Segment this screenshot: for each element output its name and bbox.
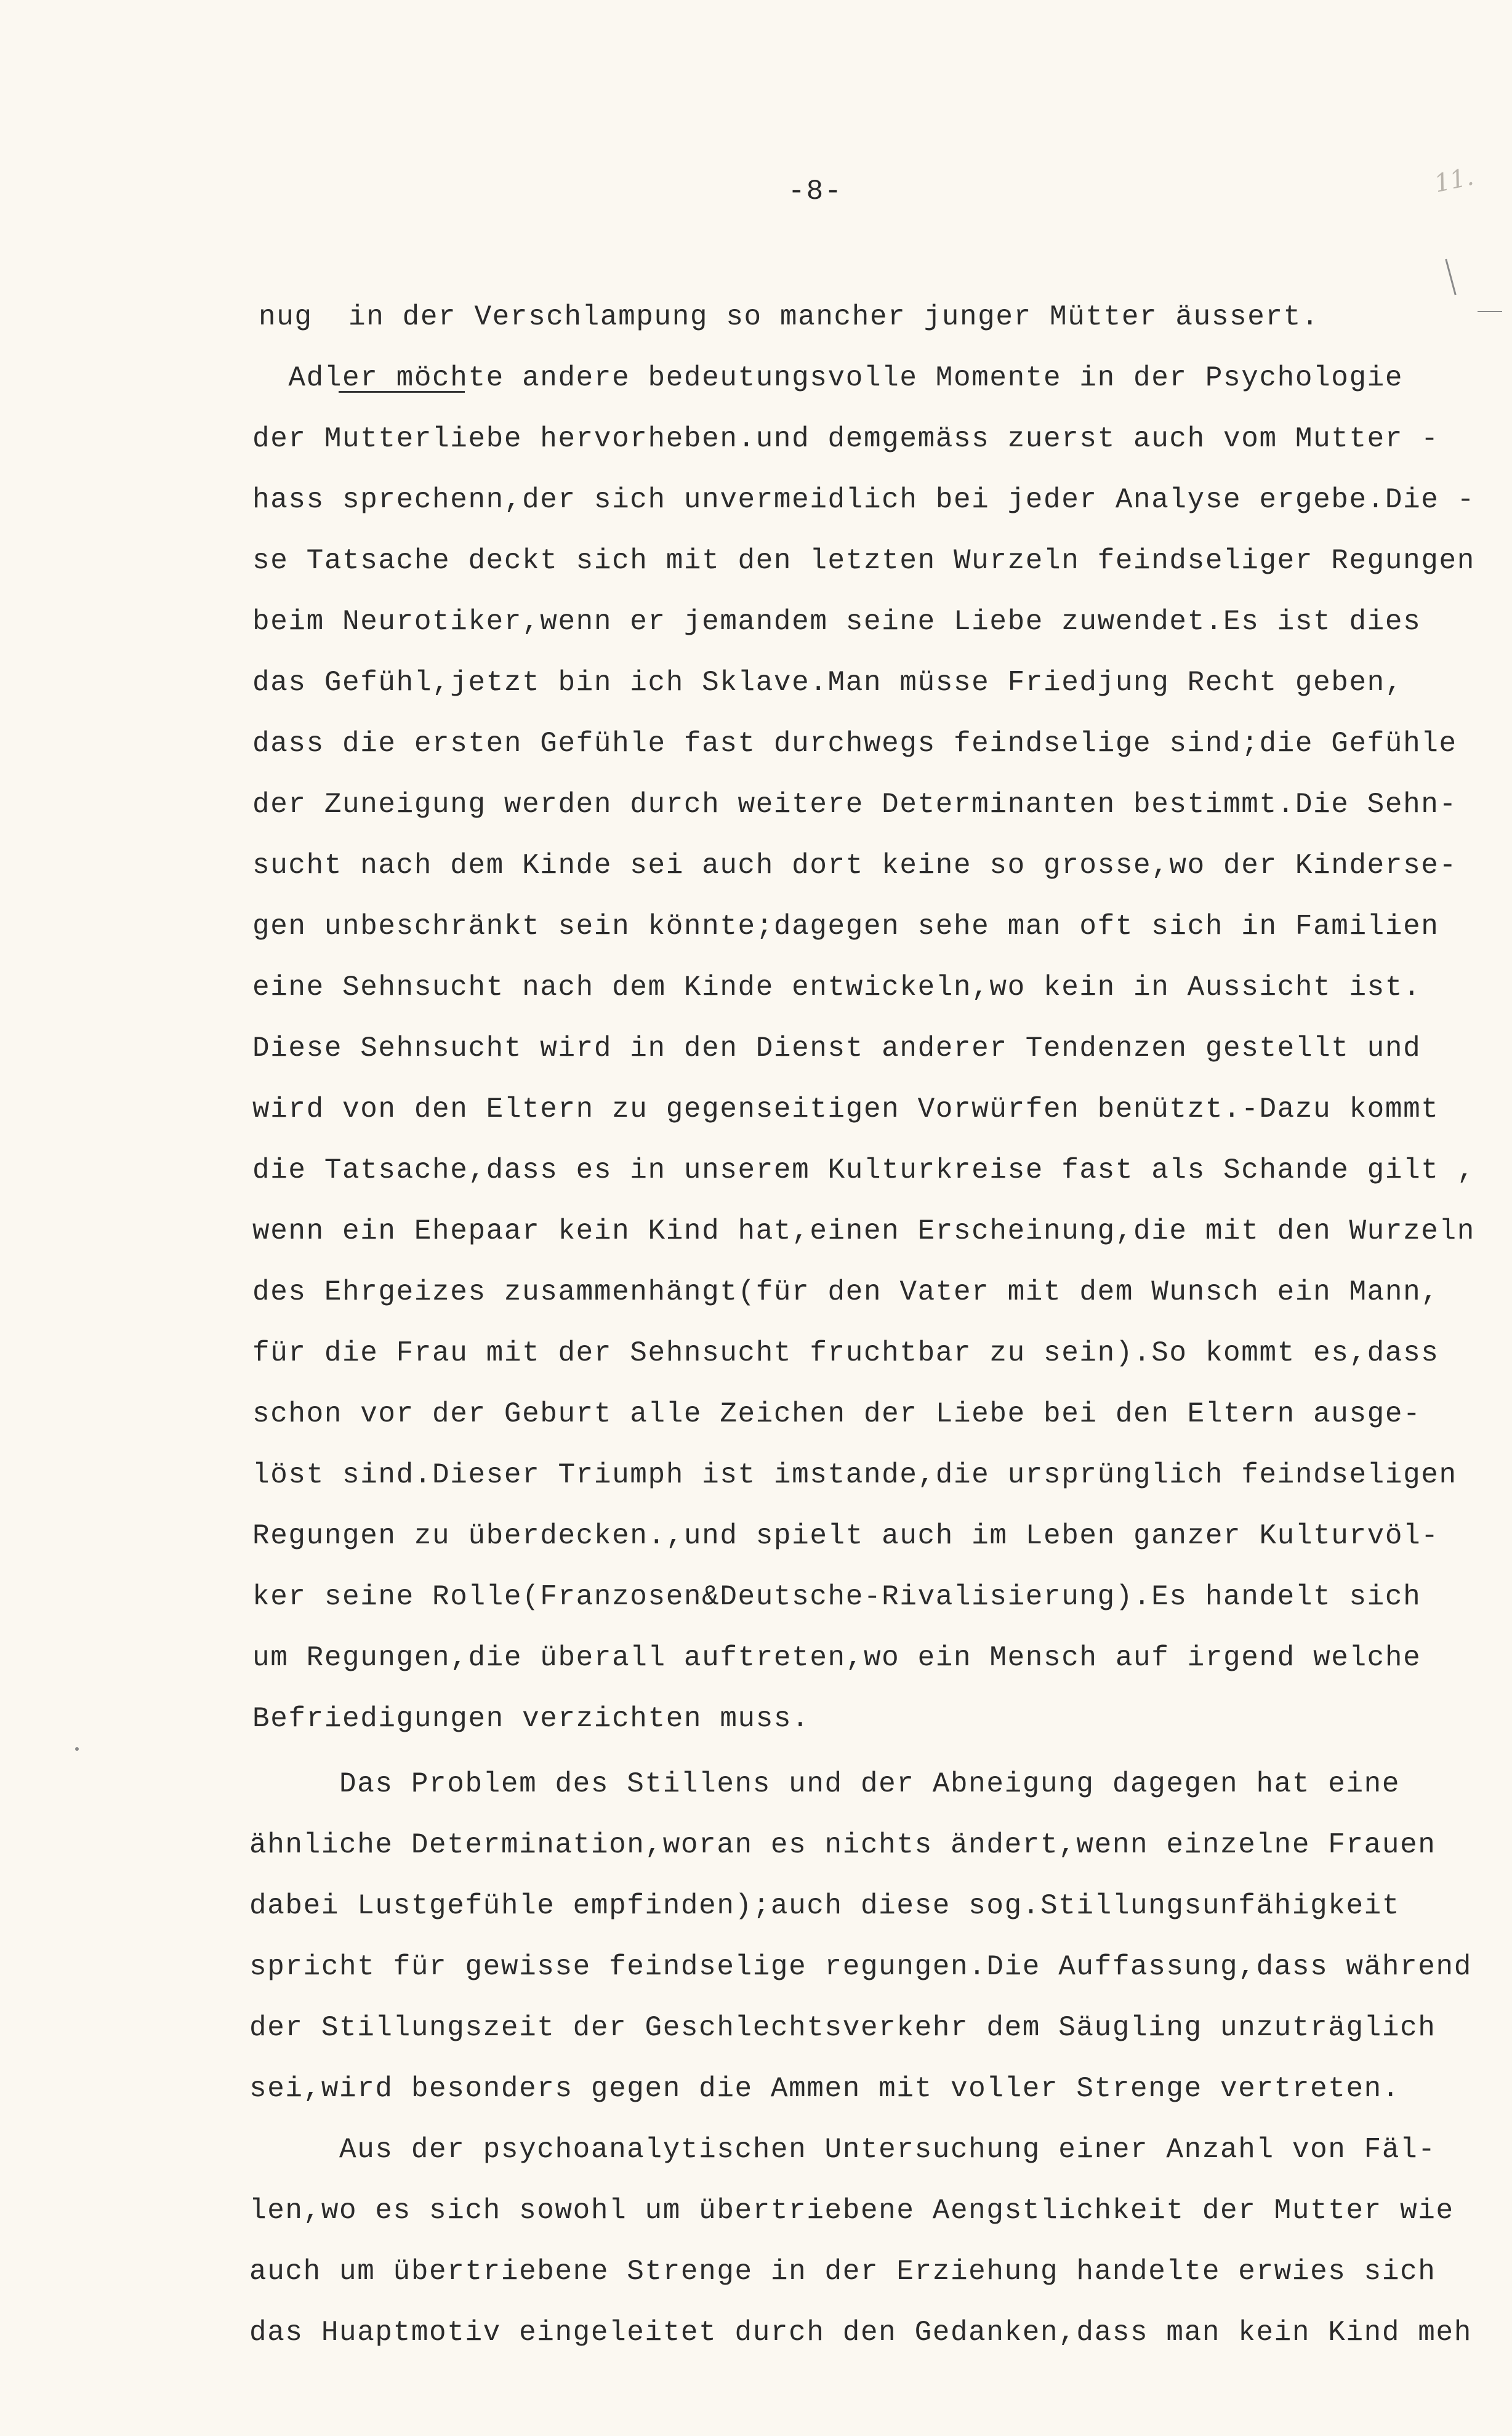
text-line: um Regungen,die überall auftreten,wo ein Mensch auf irgend welche	[252, 1642, 1422, 1674]
text-line: ker seine Rolle(Franzosen&Deutsche-Rivalisierung).Es handelt sich	[252, 1581, 1422, 1613]
text-line: das Gefühl,jetzt bin ich Sklave.Man müsse Friedjung Recht geben,	[252, 667, 1404, 699]
margin-mark	[75, 1747, 79, 1751]
text-line: beim Neurotiker,wenn er jemandem seine Liebe zuwendet.Es ist dies	[252, 606, 1422, 638]
text-line: für die Frau mit der Sehnsucht fruchtbar zu sein).So kommt es,dass	[252, 1337, 1439, 1369]
text-line: das Huaptmotiv eingeleitet durch den Gedanken,dass man kein Kind meh	[249, 2317, 1472, 2349]
text-line: wenn ein Ehepaar kein Kind hat,einen Erscheinung,die mit den Wurzeln	[252, 1215, 1475, 1247]
text-line: gen unbeschränkt sein könnte;dagegen sehe man oft sich in Familien	[252, 910, 1439, 943]
text-line: Diese Sehnsucht wird in den Dienst anderer Tendenzen gestellt und	[252, 1032, 1422, 1064]
text-line: Befriedigungen verzichten muss.	[252, 1703, 810, 1735]
text-line: Adler möchte andere bedeutungsvolle Momente in der Psychologie	[252, 362, 1404, 394]
text-line: schon vor der Geburt alle Zeichen der Liebe bei den Eltern ausge-	[252, 1398, 1422, 1430]
text-line: sei,wird besonders gegen die Ammen mit voller Strenge vertreten.	[249, 2073, 1401, 2105]
text-line: hass sprechenn,der sich unvermeidlich bei jeder Analyse ergebe.Die -	[252, 484, 1475, 516]
text-line: dabei Lustgefühle empfinden);auch diese sog.Stillungsunfähigkeit	[249, 1890, 1401, 1922]
pencil-annotation: 11.	[1431, 162, 1476, 199]
text-line: löst sind.Dieser Triumph ist imstande,die ursprünglich feindseligen	[252, 1459, 1457, 1491]
text-line: sucht nach dem Kinde sei auch dort keine so grosse,wo der Kinderse-	[252, 850, 1457, 882]
margin-mark	[1445, 259, 1456, 295]
text-line: wird von den Eltern zu gegenseitigen Vorwürfen benützt.-Dazu kommt	[252, 1093, 1439, 1125]
text-line: der Stillungszeit der Geschlechtsverkehr dem Säugling unzuträglich	[249, 2012, 1436, 2044]
text-line: spricht für gewisse feindselige regungen.Die Auffassung,dass während	[249, 1951, 1472, 1983]
underline	[339, 391, 465, 393]
text-line: des Ehrgeizes zusammenhängt(für den Vater mit dem Wunsch ein Mann,	[252, 1276, 1439, 1308]
page-number: -8-	[788, 175, 843, 207]
text-line: nug in der Verschlampung so mancher junger Mütter äussert.	[259, 301, 1320, 333]
text-line: ähnliche Determination,woran es nichts ändert,wenn einzelne Frauen	[249, 1829, 1436, 1861]
text-line: auch um übertriebene Strenge in der Erziehung handelte erwies sich	[249, 2256, 1436, 2288]
text-line: Das Problem des Stillens und der Abneigung dagegen hat eine	[249, 1768, 1401, 1800]
text-line: der Mutterliebe hervorheben.und demgemäss zuerst auch vom Mutter -	[252, 423, 1439, 455]
text-line: Regungen zu überdecken.,und spielt auch im Leben ganzer Kulturvöl-	[252, 1520, 1439, 1552]
text-line: der Zuneigung werden durch weitere Determinanten bestimmt.Die Sehn-	[252, 789, 1457, 821]
text-line: dass die ersten Gefühle fast durchwegs feindselige sind;die Gefühle	[252, 728, 1457, 760]
text-line: len,wo es sich sowohl um übertriebene Aengstlichkeit der Mutter wie	[249, 2195, 1454, 2227]
text-line: Aus der psychoanalytischen Untersuchung einer Anzahl von Fäl-	[249, 2134, 1436, 2166]
margin-mark	[1478, 311, 1502, 312]
text-line: eine Sehnsucht nach dem Kinde entwickeln,wo kein in Aussicht ist.	[252, 971, 1422, 1003]
text-line: se Tatsache deckt sich mit den letzten Wurzeln feindseliger Regungen	[252, 545, 1475, 577]
text-line: die Tatsache,dass es in unserem Kulturkreise fast als Schande gilt ,	[252, 1154, 1475, 1186]
